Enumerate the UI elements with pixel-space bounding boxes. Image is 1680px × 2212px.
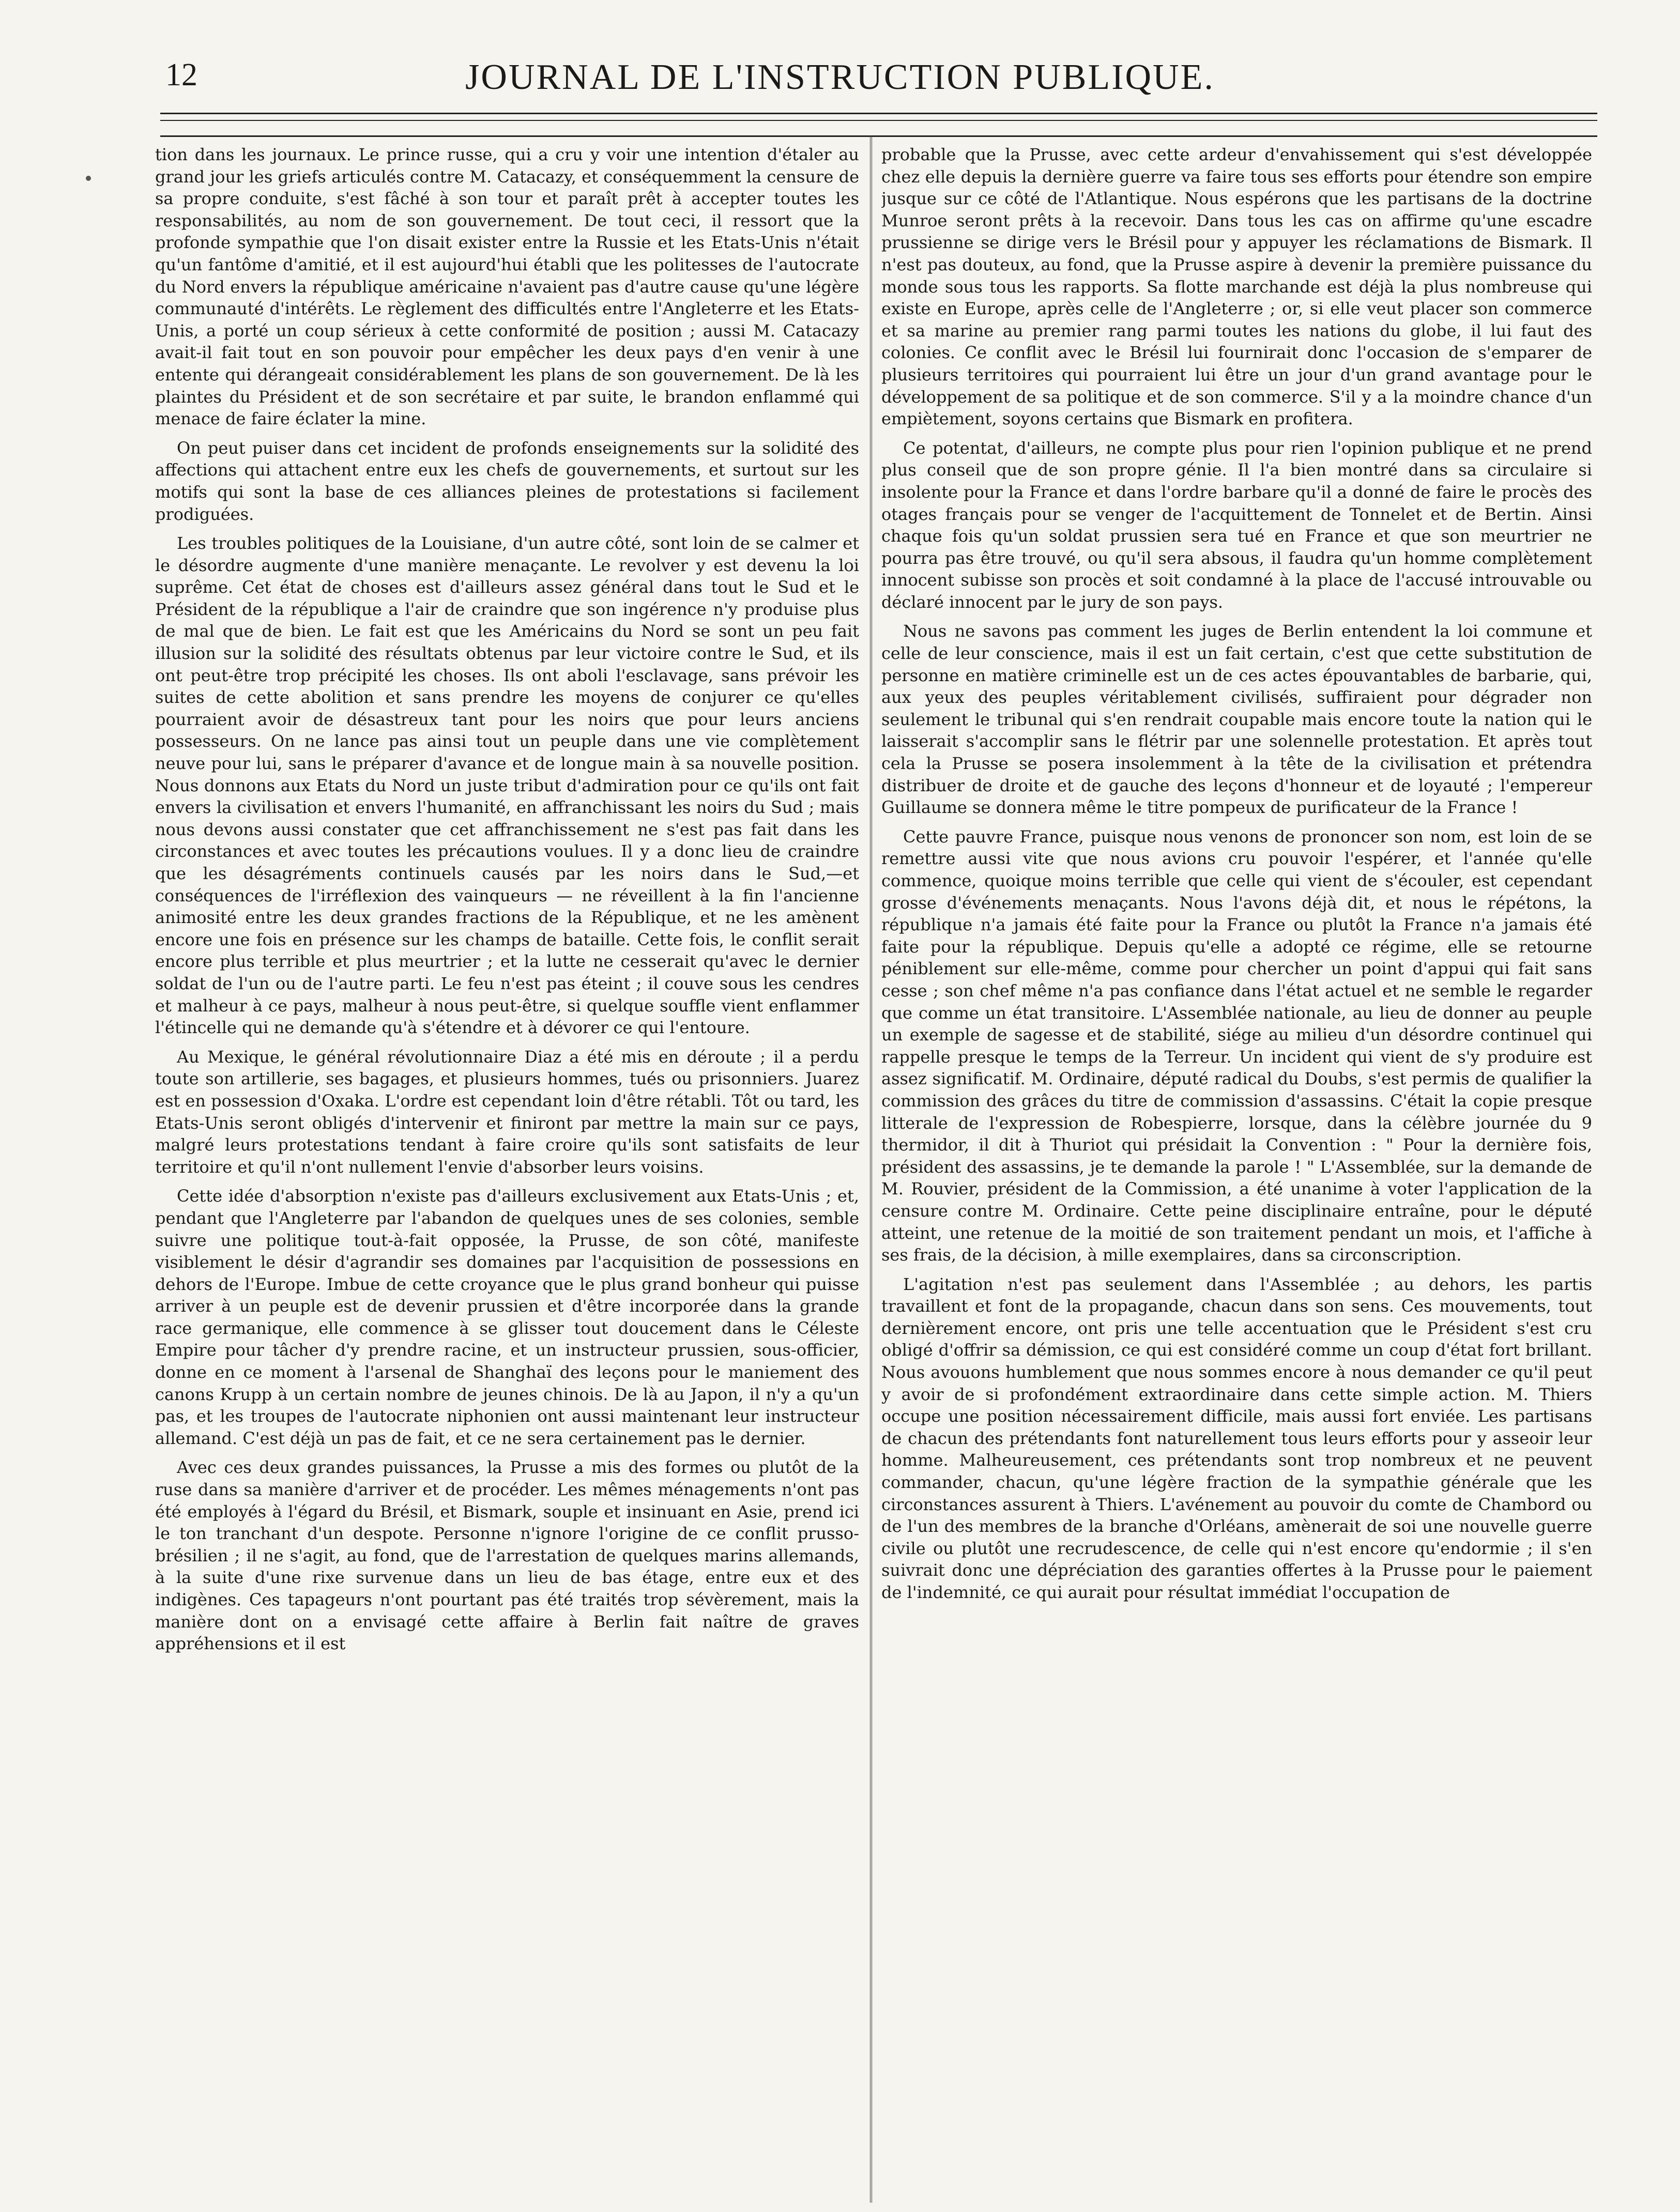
- paragraph: Les troubles politiques de la Louisiane, d'un autre côté, sont loin de se calmer et le désordre augmente d'une manière menaçante. Le revolver y est devenu la loi suprême. Cet état de choses est d'ailleurs assez général dans tout le Sud et le Président de la république a l'air de craindre que son ingérence n'y produise plus de mal que de bien. Le fait est que les Américains du Nord se sont un peu fait illusion sur la solidité des résultats obtenus par leur victoire contre le Sud, et ils ont peut-être trop précipité les choses. Ils ont aboli l'esclavage, sans prévoir les suites de cette abolition et sans prendre les moyens de conjurer ce qu'elles pourraient avoir de désastreux tant pour les noirs que pour leurs anciens possesseurs. On ne lance pas ainsi tout un peuple dans une vie complètement neuve pour lui, sans le préparer d'avance et de longue main à sa nouvelle position. Nous donnons aux Etats du Nord un juste tribut d'admiration pour ce qu'ils ont fait envers la civilisation et envers l'humanité, en affranchissant les noirs du Sud ; mais nous devons aussi constater que cet affranchissement ne s'est pas fait dans les circonstances et avec toutes les précautions voulues. Il y a donc lieu de craindre que les désagréments continuels causés par les noirs dans le Sud,—et conséquences de l'irréflexion des vainqueurs — ne réveillent à la fin l'ancienne animosité entre les deux grandes fractions de la République, et ne les amènent encore une fois en présence sur les champs de bataille. Cette fois, le conflit serait encore plus terrible et plus meurtrier ; et la lutte ne cesserait qu'avec le dernier soldat de l'un ou de l'autre parti. Le feu n'est pas éteint ; il couve sous les cendres et malheur à ce pays, malheur à nous peut-être, si quelque souffle vient enflammer l'étincelle qui ne demande qu'à s'étendre et à dévorer ce qui l'entoure.: [155, 533, 859, 1038]
- header-rule: [160, 120, 1597, 121]
- header-rule: [160, 135, 1597, 137]
- paragraph: Nous ne savons pas comment les juges de Berlin entendent la loi commune et celle de leur conscience, mais il est un fait certain, c'est que cette substitution de personne en matière criminelle est un de ces actes épouvantables de barbarie, qui, aux yeux des peuples véritablement civilisés, suffiraient pour dégrader non seulement le tribunal qui s'en rendrait coupable mais encore toute la nation qui le laisserait s'accomplir sans le flétrir par une solennelle protestation. Et après tout cela la Prusse se posera insolemment à la tête de la civilisation et prétendra distribuer de droite et de gauche des leçons d'honneur et de loyauté ; l'empereur Guillaume se donnera même le titre pompeux de purificateur de la France !: [881, 621, 1592, 818]
- paragraph: L'agitation n'est pas seulement dans l'Assemblée ; au dehors, les partis travaillent et font de la propagande, chacun dans son sens. Ces mouvements, tout dernièrement encore, ont pris une telle accentuation que le Président s'est cru obligé d'offrir sa démission, ce qui est considéré comme un coup d'état fort brillant. Nous avouons humblement que nous sommes encore à nous demander ce qu'il peut y avoir de si profondément extraordinaire dans cette simple action. M. Thiers occupe une position nécessairement difficile, mais aussi fort enviée. Les partisans de chacun des prétendants font naturellement tous leurs efforts pour y asseoir leur homme. Malheureusement, ces prétendants sont trop nombreux et ne peuvent commander, chacun, qu'une légère fraction de la sympathie générale que les circonstances assurent à Thiers. L'avénement au pouvoir du comte de Chambord ou de l'un des membres de la branche d'Orléans, amènerait de soi une nouvelle guerre civile ou plutôt une recrudescence, de celle qui n'est encore qu'endormie ; il s'en suivrait donc une dépréciation des garanties offertes à la Prusse pour le paiement de l'indemnité, ce qui aurait pour résultat immédiat l'occupation de: [881, 1274, 1592, 1602]
- right-column: [881, 144, 1592, 2206]
- journal-title: JOURNAL DE L'INSTRUCTION PUBLIQUE.: [465, 57, 1215, 97]
- paragraph: Cette idée d'absorption n'existe pas d'ailleurs exclusivement aux Etats-Unis ; et, pendant que l'Angleterre par l'abandon de quelques unes de ses colonies, semble suivre une politique tout-à-fait opposée, la Prusse, de son côté, manifeste visiblement le désir d'agrandir ses domaines par l'acquisition de possessions en dehors de l'Europe. Imbue de cette croyance que le plus grand bonheur qui puisse arriver à un peuple est de devenir prussien et d'être incorporée dans la grande race germanique, elle commence à se glisser tout doucement dans le Céleste Empire pour tâcher d'y prendre racine, et un instructeur prussien, sous-officier, donne en ce moment à l'arsenal de Shanghaï des leçons pour le maniement des canons Krupp à un certain nombre de jeunes chinois. De là au Japon, il n'y a qu'un pas, et les troupes de l'autocrate niphonien ont aussi maintenant leur instructeur allemand. C'est déjà un pas de fait, et ce ne sera certainement pas le dernier.: [155, 1186, 859, 1448]
- stray-ink-mark: [86, 176, 91, 181]
- header-rule: [160, 113, 1597, 114]
- paragraph: Cette pauvre France, puisque nous venons de prononcer son nom, est loin de se remettre aussi vite que nous avions cru pouvoir l'espérer, et l'année qu'elle commence, quoique moins terrible que celle qui vient de s'écouler, est cependant grosse d'événements menaçants. Nous l'avons déjà dit, et nous le répétons, la république n'a jamais été faite pour la France ou plutôt la France n'a jamais été faite pour la république. Depuis qu'elle a adopté ce régime, elle se retourne péniblement sur elle-même, comme pour chercher un point d'appui qui fait sans cesse ; son chef même n'a pas confiance dans l'état actuel et ne semble le regarder que comme un état transitoire. L'Assemblée nationale, au lieu de donner au peuple un exemple de sagesse et de stabilité, siége au milieu d'un désordre continuel qui rappelle presque le temps de la Terreur. Un incident qui vient de s'y produire est assez significatif. M. Ordinaire, député radical du Doubs, s'est permis de qualifier la commission des grâces du titre de commission d'assassins. C'était la copie presque litterale de l'expression de Robespierre, lorsque, dans la célèbre journée du 9 thermidor, il dit à Thuriot qui présidait la Convention : " Pour la dernière fois, président des assassins, je te demande la parole ! " L'Assemblée, sur la demande de M. Rouvier, président de la Commission, a été unanime à voter l'application de la censure contre M. Ordinaire. Cette peine disciplinaire entraîne, pour le député atteint, une retenue de la moitié de son traitement pendant un mois, et l'affiche à ses frais, de la décision, à mille exemplaires, dans sa circonscription.: [881, 826, 1592, 1265]
- paragraph: probable que la Prusse, avec cette ardeur d'envahissement qui s'est développée chez elle depuis la dernière guerre va faire tous ses efforts pour étendre son empire jusque sur ce côté de l'Atlantique. Nous espérons que les partisans de la doctrine Munroe seront prêts à la recevoir. Dans tous les cas on affirme qu'une escadre prussienne se dirige vers le Brésil pour y appuyer les réclamations de Bismark. Il n'est pas douteux, au fond, que la Prusse aspire à devenir la première puissance du monde sous tous les rapports. Sa flotte marchande est déjà la plus nombreuse qui existe en Europe, après celle de l'Angleterre ; or, si elle veut placer son commerce et sa marine au premier rang parmi toutes les nations du globe, il lui faut des colonies. Ce conflit avec le Brésil lui fournirait donc l'occasion de s'emparer de plusieurs territoires qui pourraient lui être un jour d'un grand avantage pour le développement de sa politique et de son commerce. S'il y a la moindre chance d'un empiètement, soyons certains que Bismark en profitera.: [881, 145, 1592, 429]
- paragraph: Ce potentat, d'ailleurs, ne compte plus pour rien l'opinion publique et ne prend plus conseil que de son propre génie. Il l'a bien montré dans sa circulaire si insolente pour la France et dans l'ordre barbare qu'il a donné de faire le procès des otages français pour se venger de l'acquittement de Tonnelet et de Bertin. Ainsi chaque fois qu'un soldat prussien sera tué en France et que son meurtrier ne pourra pas être trouvé, ou qu'il sera absous, il faudra qu'un homme complètement innocent subisse son procès et soit condamné à la place de l'accusé introuvable ou déclaré innocent par le jury de son pays.: [881, 438, 1592, 612]
- left-column: [155, 144, 859, 2206]
- paragraph: tion dans les journaux. Le prince russe, qui a cru y voir une intention d'étaler au grand jour les griefs articulés contre M. Catacazy, et conséquemment la censure de sa propre conduite, s'est fâché à son tour et paraît prêt à accepter toutes les responsabilités, au nom de son gouvernement. De tout ceci, il ressort que la profonde sympathie que l'on disait exister entre la Russie et les Etats-Unis n'était qu'un fantôme d'amitié, et il est aujourd'hui établi que les politesses de l'autocrate du Nord envers la république américaine n'avaient pas d'autre cause qu'une légère communauté d'intérêts. Le règlement des difficultés entre l'Angleterre et les Etats-Unis, a porté un coup sérieux à cette conformité de position ; aussi M. Catacazy avait-il fait tout en son pouvoir pour empêcher les deux pays d'en venir à une entente qui dérangeait considérablement les plans de son gouvernement. De là les plaintes du Président et de son secrétaire et par suite, le brandon enflammé qui menace de faire éclater la mine.: [155, 145, 859, 429]
- paragraph: Avec ces deux grandes puissances, la Prusse a mis des formes ou plutôt de la ruse dans sa manière d'arriver et de procéder. Les mêmes ménagements n'ont pas été employés à l'égard du Brésil, et Bismark, souple et insinuant en Asie, prend ici le ton tranchant d'un despote. Personne n'ignore l'origine de ce conflit prusso-brésilien ; il ne s'agit, au fond, que de l'arrestation de quelques marins allemands, à la suite d'une rixe survenue dans un lieu de bas étage, entre eux et des indigènes. Ces tapageurs n'ont pourtant pas été traités trop sévèrement, mais la manière dont on a envisagé cette affaire à Berlin fait naître de graves appréhensions et il est: [155, 1457, 859, 1654]
- paragraph: Au Mexique, le général révolutionnaire Diaz a été mis en déroute ; il a perdu toute son artillerie, ses bagages, et plusieurs hommes, tués ou prisonniers. Juarez est en possession d'Oxaka. L'ordre est cependant loin d'être rétabli. Tôt ou tard, les Etats-Unis seront obligés d'intervenir et finiront par mettre la main sur ce pays, malgré leurs protestations tendant à faire croire qu'ils sont satisfaits de leur territoire et qu'il n'ont nullement l'envie d'absorber leurs voisins.: [155, 1047, 859, 1177]
- page-number: 12: [165, 57, 197, 93]
- paragraph: On peut puiser dans cet incident de profonds enseignements sur la solidité des affections qui attachent entre eux les chefs de gouvernements, et surtout sur les motifs qui sont la base de ces alliances pleines de protestations si facilement prodiguées.: [155, 438, 859, 524]
- column-divider: [870, 135, 872, 2203]
